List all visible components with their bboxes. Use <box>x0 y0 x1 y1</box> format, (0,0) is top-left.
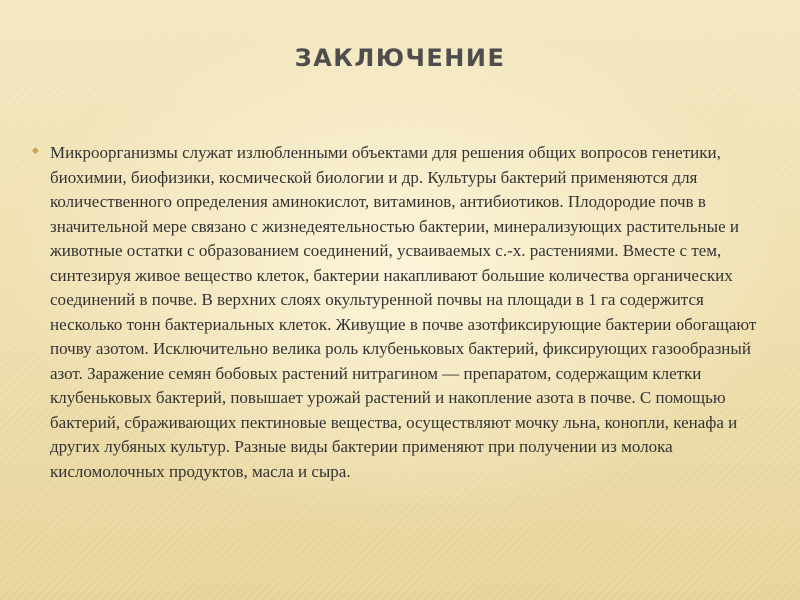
slide-title: ЗАКЛЮЧЕНИЕ <box>294 44 506 72</box>
body-paragraph: Микроорганизмы служат излюбленными объектами для решения общих вопросов генетики, биохимии, биофизики, космической биологии и др. Культуры бактерий применяются для количественного определения аминокислот, витаминов, антибиотиков. Плодородие почв в значительной мере связано с жизнедеятельностью бактерии, минерализующих растительные и животные остатки с образованием соединений, усваиваемых с.-х. растениями. Вместе с тем, синтезируя живое вещество клеток, бактерии накапливают большие количества органических соединений в почве. В верхних слоях окультуренной почвы на площади в 1 га содержится несколько тонн бактериальных клеток. Живущие в почве азотфиксирующие бактерии обогащают почву азотом. Исключительно велика роль клубеньковых бактерий, фиксирующих газообразный азот. Заражение семян бобовых растений нитрагином — препаратом, содержащим клетки клубеньковых бактерий, повышает урожай растений и накопление азота в почве. С помощью бактерий, сбраживающих пектиновые вещества, осуществляют мочку льна, конопли, кенафа и других лубяных культур. Разные виды бактерии применяют при получении из молока кисломолочных продуктов, масла и сыра. <box>50 143 757 481</box>
diamond-bullet-icon: ◆ <box>32 146 39 156</box>
content-block <box>32 141 772 484</box>
